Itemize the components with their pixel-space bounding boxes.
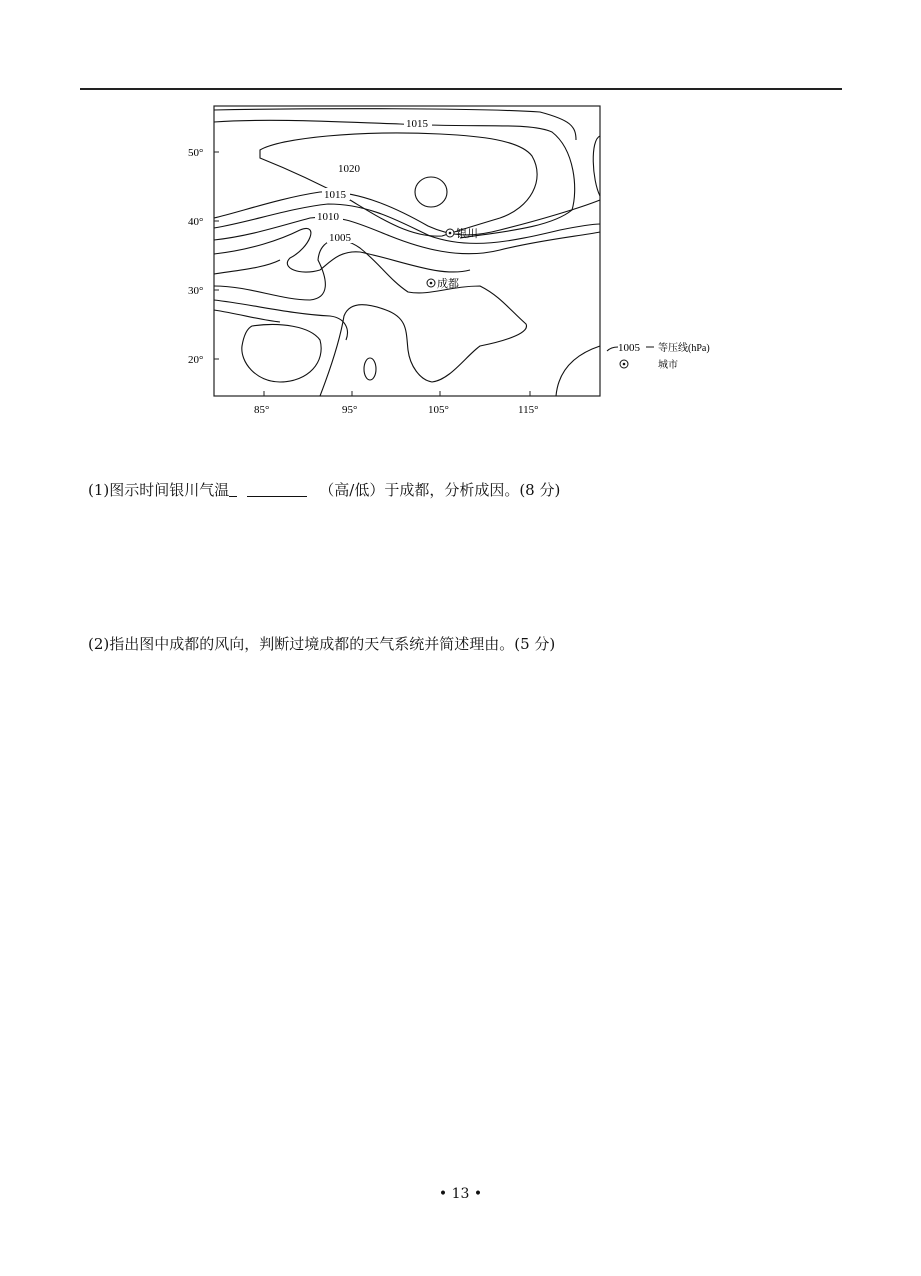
isobar-map <box>180 100 740 422</box>
map-frame <box>214 106 600 396</box>
lon-label-85: 85° <box>254 404 270 416</box>
lat-label-50: 50° <box>188 147 204 159</box>
lat-ticks <box>214 152 219 359</box>
header-rule <box>80 88 842 90</box>
answer-blank[interactable] <box>247 482 307 497</box>
isobar-label-1015: 1015 <box>324 189 346 201</box>
isobar-label-1020: 1020 <box>338 163 360 175</box>
answer-blank-short <box>229 482 237 497</box>
question-2 <box>88 634 555 654</box>
isobar-line <box>593 136 600 196</box>
isobar-map-svg <box>180 100 740 422</box>
lon-label-115: 115° <box>518 404 539 416</box>
isobar-line <box>556 346 600 396</box>
lat-label-40: 40° <box>188 216 204 228</box>
question-1 <box>88 480 560 500</box>
isobar-line <box>214 217 600 254</box>
lon-label-95: 95° <box>342 404 358 416</box>
isobar-line <box>364 358 376 380</box>
isobar-line <box>242 325 321 382</box>
isobar-line <box>214 260 280 274</box>
lat-label-20: 20° <box>188 354 204 366</box>
city-yinchuan <box>446 226 478 240</box>
isobar-label-1015-top: 1015 <box>406 118 428 130</box>
page-number: • 13 • <box>438 1186 483 1202</box>
isobar-lines <box>214 109 600 396</box>
isobar-label-1010: 1010 <box>317 211 339 223</box>
map-legend <box>607 341 710 371</box>
question-1-before: 图示时间银川气温 <box>109 481 230 499</box>
isobar-line <box>214 310 280 322</box>
question-1-number: (1) <box>88 481 110 499</box>
lon-ticks <box>264 391 530 396</box>
question-1-after: （高/低）于成都，分析成因。(8 分) <box>319 481 561 499</box>
legend-isobar-text: 等压线(hPa) <box>658 343 710 354</box>
city-label-chengdu: 成都 <box>437 278 459 290</box>
isobar-line <box>415 177 447 207</box>
lat-label-30: 30° <box>188 285 204 297</box>
question-2-number: (2) <box>88 635 110 653</box>
isobar-line <box>214 240 527 396</box>
city-label-yinchuan: 银川 <box>456 228 478 240</box>
city-chengdu <box>427 276 459 290</box>
lon-label-105: 105° <box>428 404 449 416</box>
legend-isobar-line <box>607 347 618 351</box>
isobar-line <box>214 120 575 238</box>
isobar-line <box>214 300 347 340</box>
legend-isobar-value: 1005 <box>618 342 640 354</box>
isobar-label-1005: 1005 <box>329 232 351 244</box>
legend-city-text: 城市 <box>658 360 678 371</box>
question-2-text: 指出图中成都的风向，判断过境成都的天气系统并简述理由。(5 分) <box>109 635 556 653</box>
